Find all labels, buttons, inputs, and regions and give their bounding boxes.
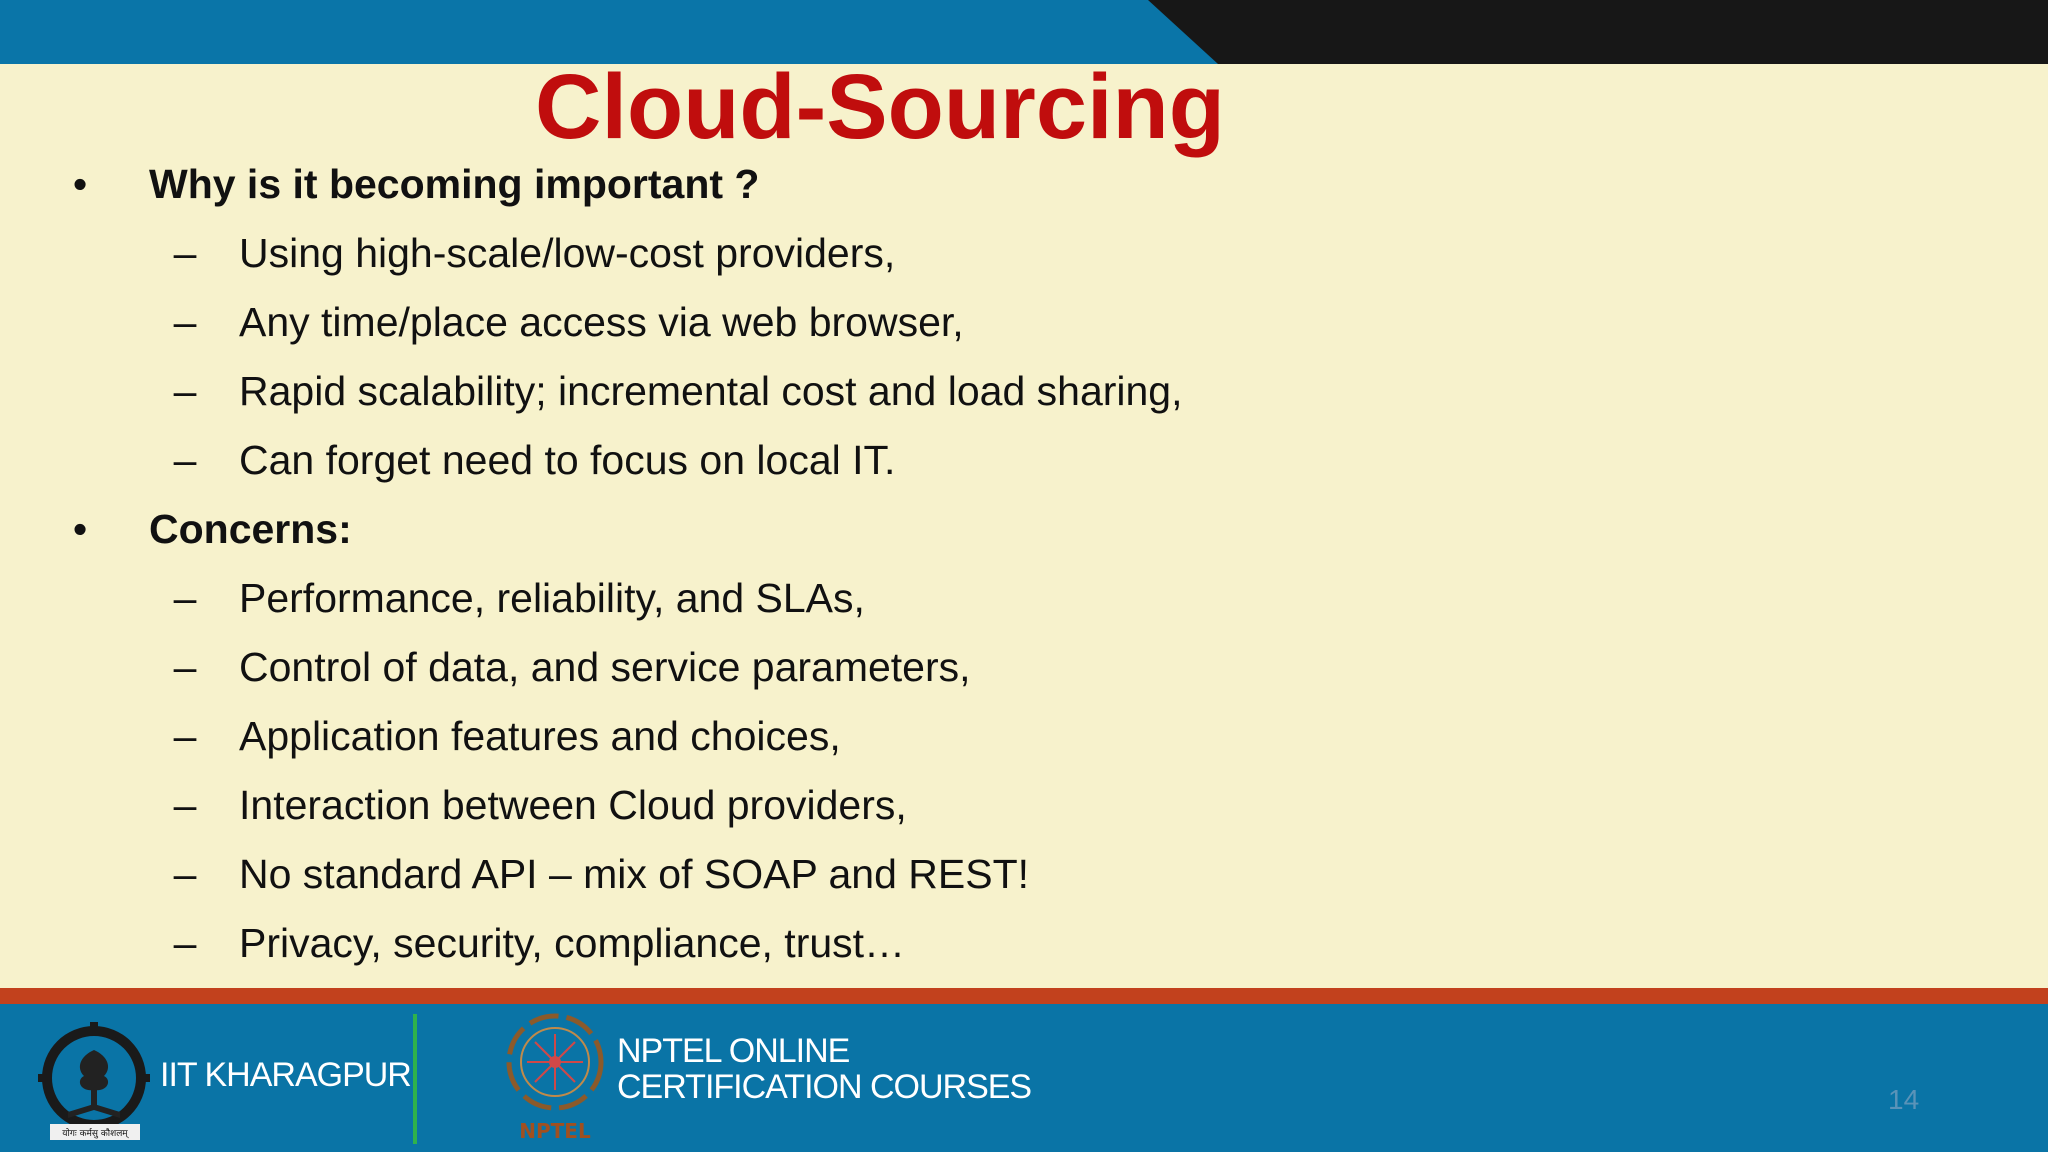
dash-marker: –: [173, 782, 197, 828]
dash-marker: –: [173, 851, 197, 897]
sub-item-text: Application features and choices,: [239, 713, 841, 759]
bullet-text: Concerns:: [149, 506, 352, 552]
sub-item-text: Any time/place access via web browser,: [239, 299, 964, 345]
institute-name: IIT KHARAGPUR: [160, 1056, 411, 1094]
sub-item-text: Privacy, security, compliance, trust…: [239, 920, 906, 966]
sub-item-text: Performance, reliability, and SLAs,: [239, 575, 865, 621]
dash-marker: –: [173, 920, 197, 966]
dash-marker: –: [173, 713, 197, 759]
sub-item-text: Interaction between Cloud providers,: [239, 782, 907, 828]
dash-marker: –: [173, 575, 197, 621]
dash-marker: –: [173, 368, 197, 414]
svg-text:योगः कर्मसु कौशलम्: योगः कर्मसु कौशलम्: [62, 1129, 128, 1139]
footer-accent-line: [0, 988, 2048, 1004]
dash-marker: –: [173, 644, 197, 690]
nptel-line-1: NPTEL ONLINE: [617, 1032, 850, 1070]
slide-title: Cloud-Sourcing: [535, 56, 1225, 158]
nptel-line-2: CERTIFICATION COURSES: [617, 1068, 1032, 1106]
dash-marker: –: [173, 230, 197, 276]
sub-item-text: Can forget need to focus on local IT.: [239, 437, 896, 483]
bullet-marker: •: [72, 506, 88, 552]
bullet-text: Why is it becoming important ?: [149, 161, 760, 207]
dash-marker: –: [173, 437, 197, 483]
bullet-marker: •: [72, 161, 88, 207]
footer: [0, 1004, 2048, 1152]
dash-marker: –: [173, 299, 197, 345]
footer-divider: [413, 1014, 417, 1144]
iit-kharagpur-logo-icon: [36, 1020, 156, 1144]
page-number: 14: [1888, 1084, 1920, 1115]
nptel-logo-icon: [505, 1010, 615, 1150]
sub-item-text: Rapid scalability; incremental cost and load sharing,: [239, 368, 1183, 414]
sub-item-text: No standard API – mix of SOAP and REST!: [239, 851, 1030, 897]
svg-text:NPTEL: NPTEL: [519, 1119, 591, 1143]
sub-item-text: Control of data, and service parameters,: [239, 644, 971, 690]
sub-item-text: Using high-scale/low-cost providers,: [239, 230, 896, 276]
